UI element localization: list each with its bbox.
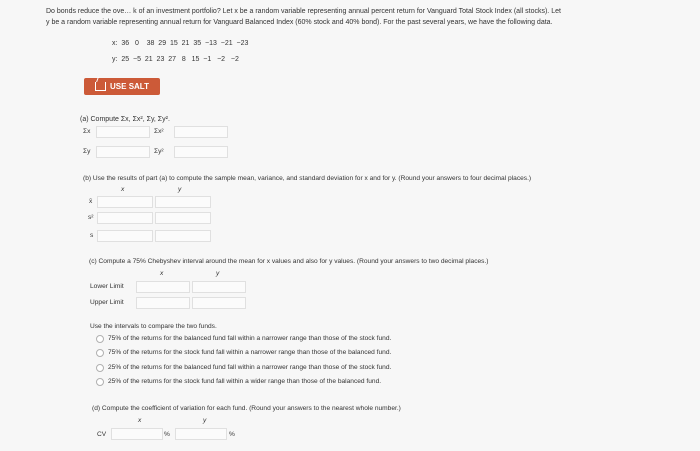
option-1-text: 75% of the returns for the balanced fund fall within a narrower range than those of the stock fund. (108, 335, 392, 342)
use-salt-button[interactable] (84, 78, 160, 95)
lower-limit-x-input[interactable] (136, 281, 190, 293)
mean-y-input[interactable] (155, 196, 211, 208)
part-b-col-x: x (121, 186, 125, 193)
cv-y-unit: % (229, 431, 235, 438)
lower-limit-label: Lower Limit (90, 283, 124, 290)
mean-label: x̄ (89, 198, 93, 205)
part-c-col-x: x (160, 270, 164, 277)
sum-x2-input[interactable] (174, 126, 228, 138)
mean-x-input[interactable] (97, 196, 153, 208)
sum-y-label: Σy (83, 148, 91, 155)
intro-line-2: y be a random variable representing annual return for Vanguard Balanced Index (60% stock and 40% bond). For the past several years, we have the following data. (46, 18, 553, 26)
option-3-text: 25% of the returns for the balanced fund fall within a narrower range than those of the stock fund. (108, 364, 392, 371)
variance-y-input[interactable] (155, 212, 211, 224)
x-data-row: x: 36 0 38 29 15 21 35 −13 −21 −23 (112, 40, 249, 47)
std-dev-x-input[interactable] (97, 230, 153, 242)
part-d-col-x: x (138, 417, 142, 424)
compare-prompt: Use the intervals to compare the two funds. (90, 323, 217, 330)
salt-icon (95, 82, 106, 91)
cv-x-input[interactable] (111, 428, 163, 440)
y-data-row: y: 25 −5 21 23 27 8 15 −1 −2 −2 (112, 56, 239, 63)
std-dev-y-input[interactable] (155, 230, 211, 242)
cv-label: CV (97, 431, 107, 438)
std-dev-label: s (90, 232, 94, 239)
part-c-prompt: (c) Compute a 75% Chebyshev interval around the mean for x values and also for y values. (Round your answers to two decimal places.) (89, 258, 489, 265)
sum-x2-label: Σx² (154, 128, 164, 135)
cv-y-input[interactable] (175, 428, 227, 440)
option-1-radio[interactable] (96, 335, 104, 343)
sum-x-input[interactable] (96, 126, 150, 138)
variance-label: s² (88, 214, 94, 221)
variance-x-input[interactable] (97, 212, 153, 224)
part-b-col-y: y (178, 186, 182, 193)
intro-line-1: Do bonds reduce the ove… k of an investment portfolio? Let x be a random variable representing annual percent return for Vanguard Total Stock Index (all stocks). Let (46, 8, 561, 15)
option-2-radio[interactable] (96, 349, 104, 357)
upper-limit-x-input[interactable] (136, 297, 190, 309)
lower-limit-y-input[interactable] (192, 281, 246, 293)
sum-y2-input[interactable] (174, 146, 228, 158)
question-intro (46, 7, 691, 28)
upper-limit-y-input[interactable] (192, 297, 246, 309)
part-a-prompt: (a) Compute Σx, Σx², Σy, Σy². (80, 116, 170, 123)
cv-x-unit: % (164, 431, 170, 438)
part-c-col-y: y (216, 270, 220, 277)
option-4-radio[interactable] (96, 378, 104, 386)
option-4-text: 25% of the returns for the stock fund fall within a wider range than those of the balanced fund. (108, 378, 382, 385)
option-2-text: 75% of the returns for the stock fund fall within a narrower range than those of the balanced fund. (108, 349, 392, 356)
sum-y-input[interactable] (96, 146, 150, 158)
use-salt-label: USE SALT (110, 82, 149, 91)
part-d-prompt: (d) Compute the coefficient of variation for each fund. (Round your answers to the nearest whole number.) (92, 405, 401, 412)
part-b-prompt: (b) Use the results of part (a) to compute the sample mean, variance, and standard deviation for x and for y. (Round your answers to four decimal places.) (83, 175, 532, 182)
upper-limit-label: Upper Limit (90, 299, 124, 306)
sum-y2-label: Σy² (154, 148, 164, 155)
part-d-col-y: y (203, 417, 207, 424)
option-3-radio[interactable] (96, 364, 104, 372)
sum-x-label: Σx (83, 128, 91, 135)
